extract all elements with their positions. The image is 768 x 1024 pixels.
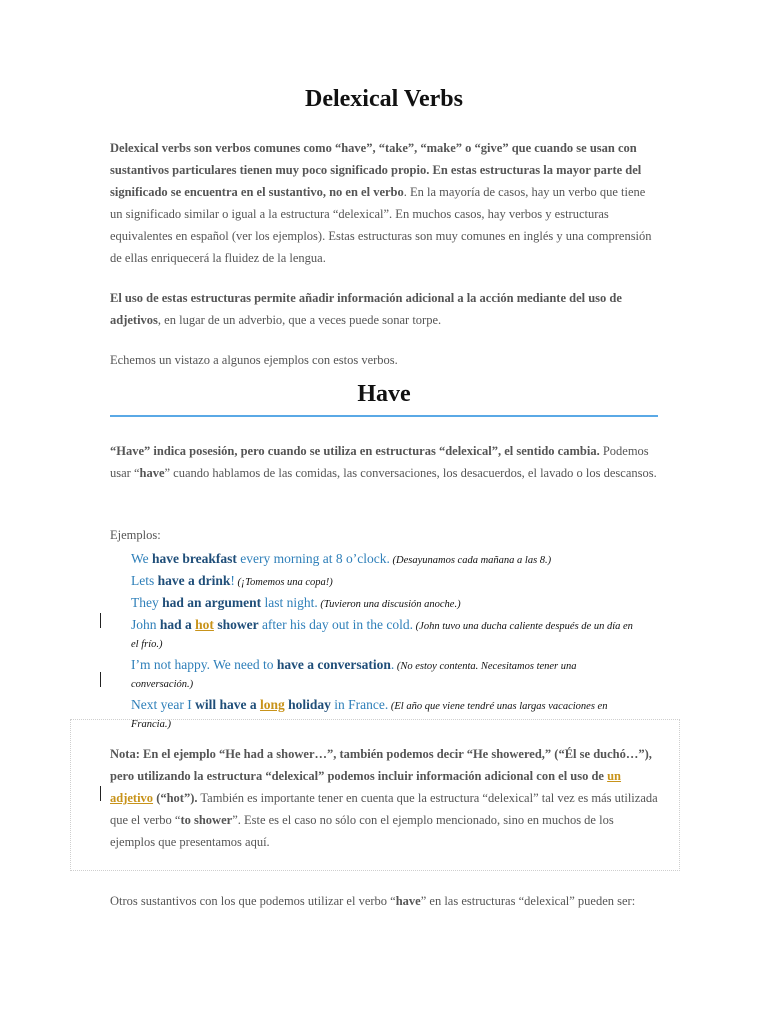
note-bold-text: Nota: En el ejemplo “He had a shower…”, también podemos decir “He showered,” (“Él se duchó…”), pero utilizando la estructura “delexical” podemos incluir información adicional con el uso de [110,747,652,783]
intro-paragraph [110,137,660,269]
intro-text: . En la mayoría de casos, hay un verbo que tiene un significado similar o igual a la estructura “delexical”. En muchos casos, hay verbos y estructuras equivalentes en español (ver los ejemplos). Estas estructuras son muy comunes en inglés y una comprensión de ellas enriquecerá la fluidez de la lengua. [110,185,652,265]
note-text: ”. Este es el caso no sólo con el ejemplo mencionado, sino en muchos de los ejemplos que presentamos aquí. [110,813,614,849]
example-translation: (No estoy contenta. Necesitamos tener una conversación.) [131,661,577,690]
adjectives-bold-text: El uso de estas estructuras permite añadir información adicional a la acción mediante del uso de adjetivos [110,291,622,327]
example-text: in France. [330,697,389,712]
example-translation: (El año que viene tendré unas largas vacaciones en Francia.) [131,701,608,730]
example-bold: had an argument [162,595,262,610]
example-bold: holiday [284,697,331,712]
adjectives-paragraph [110,287,660,331]
example-text: after his day out in the cold. [258,617,414,632]
example-item [131,617,641,653]
example-item [131,595,641,613]
text-cursor-mark [100,786,101,801]
example-text: We [131,551,153,566]
example-bold: shower [213,617,259,632]
example-adjective-link[interactable]: hot [195,617,214,632]
example-text: John [131,617,160,632]
examples-label: Ejemplos: [110,528,161,542]
note-text: También es importante tener en cuenta que la estructura “delexical” tal vez es más utilizada que el verbo “ [110,791,658,827]
example-text: last night. [261,595,318,610]
example-text: I’m not happy. We need to [131,657,277,672]
example-translation: (¡Tomemos una copa!) [234,577,333,588]
example-text: ! [230,573,235,588]
other-nouns-text: Otros sustantivos con los que podemos utilizar el verbo “ [110,894,396,908]
example-item [131,551,641,569]
lead-in-text: Echemos un vistazo a algunos ejemplos con estos verbos. [110,353,398,367]
adjective-link[interactable]: un adjetivo [110,769,622,805]
example-text: . [390,657,395,672]
example-bold: will have a [195,697,260,712]
example-bold: had a [159,617,196,632]
section-heading-have: Have [357,381,411,407]
have-intro-text-1: Podemos usar “ [110,444,649,480]
page-title: Delexical Verbs [305,86,463,112]
example-translation: (Desayunamos cada mañana a las 8.) [389,555,552,566]
text-cursor-mark [100,672,101,687]
note-bold-text: (“hot”). [153,791,198,805]
have-intro-bold-text: “Have” indica posesión, pero cuando se utiliza en estructuras “delexical”, el sentido cambia. [110,444,600,458]
example-adjective-link[interactable]: long [259,697,285,712]
other-nouns-text: ” en las estructuras “delexical” pueden ser: [420,894,636,908]
example-text: Lets [131,573,158,588]
examples-list [131,551,641,737]
example-bold: have a drink [157,573,231,588]
adjectives-text: , en lugar de un adverbio, que a veces puede sonar torpe. [157,313,442,327]
have-intro-paragraph [110,440,660,484]
section-divider [110,415,658,417]
example-translation: (John tuvo una ducha caliente después de un día en el frío.) [131,621,633,650]
example-item [131,573,641,591]
example-bold: have a conversation [276,657,391,672]
example-text: Next year I [131,697,196,712]
other-nouns-paragraph [110,890,660,912]
example-item [131,657,641,693]
text-cursor-mark [100,613,101,628]
note-paragraph [110,743,660,853]
example-translation: (Tuvieron una discusión anoche.) [317,599,461,610]
have-intro-bold-verb: have [139,466,165,480]
note-bold-verb: to shower [180,813,233,827]
example-text: They [131,595,163,610]
example-bold: have breakfast [152,551,237,566]
have-intro-text-2: ” cuando hablamos de las comidas, las conversaciones, los desacuerdos, el lavado o los descansos. [164,466,657,480]
intro-bold-text: Delexical verbs son verbos comunes como “have”, “take”, “make” o “give” que cuando se usan con sustantivos particulares tienen muy poco significado propio. En estas estructuras la mayor parte del significado se encuentra en el sustantivo, no en el verbo [110,141,642,199]
example-text: every morning at 8 o’clock. [236,551,390,566]
other-nouns-bold: have [395,894,421,908]
